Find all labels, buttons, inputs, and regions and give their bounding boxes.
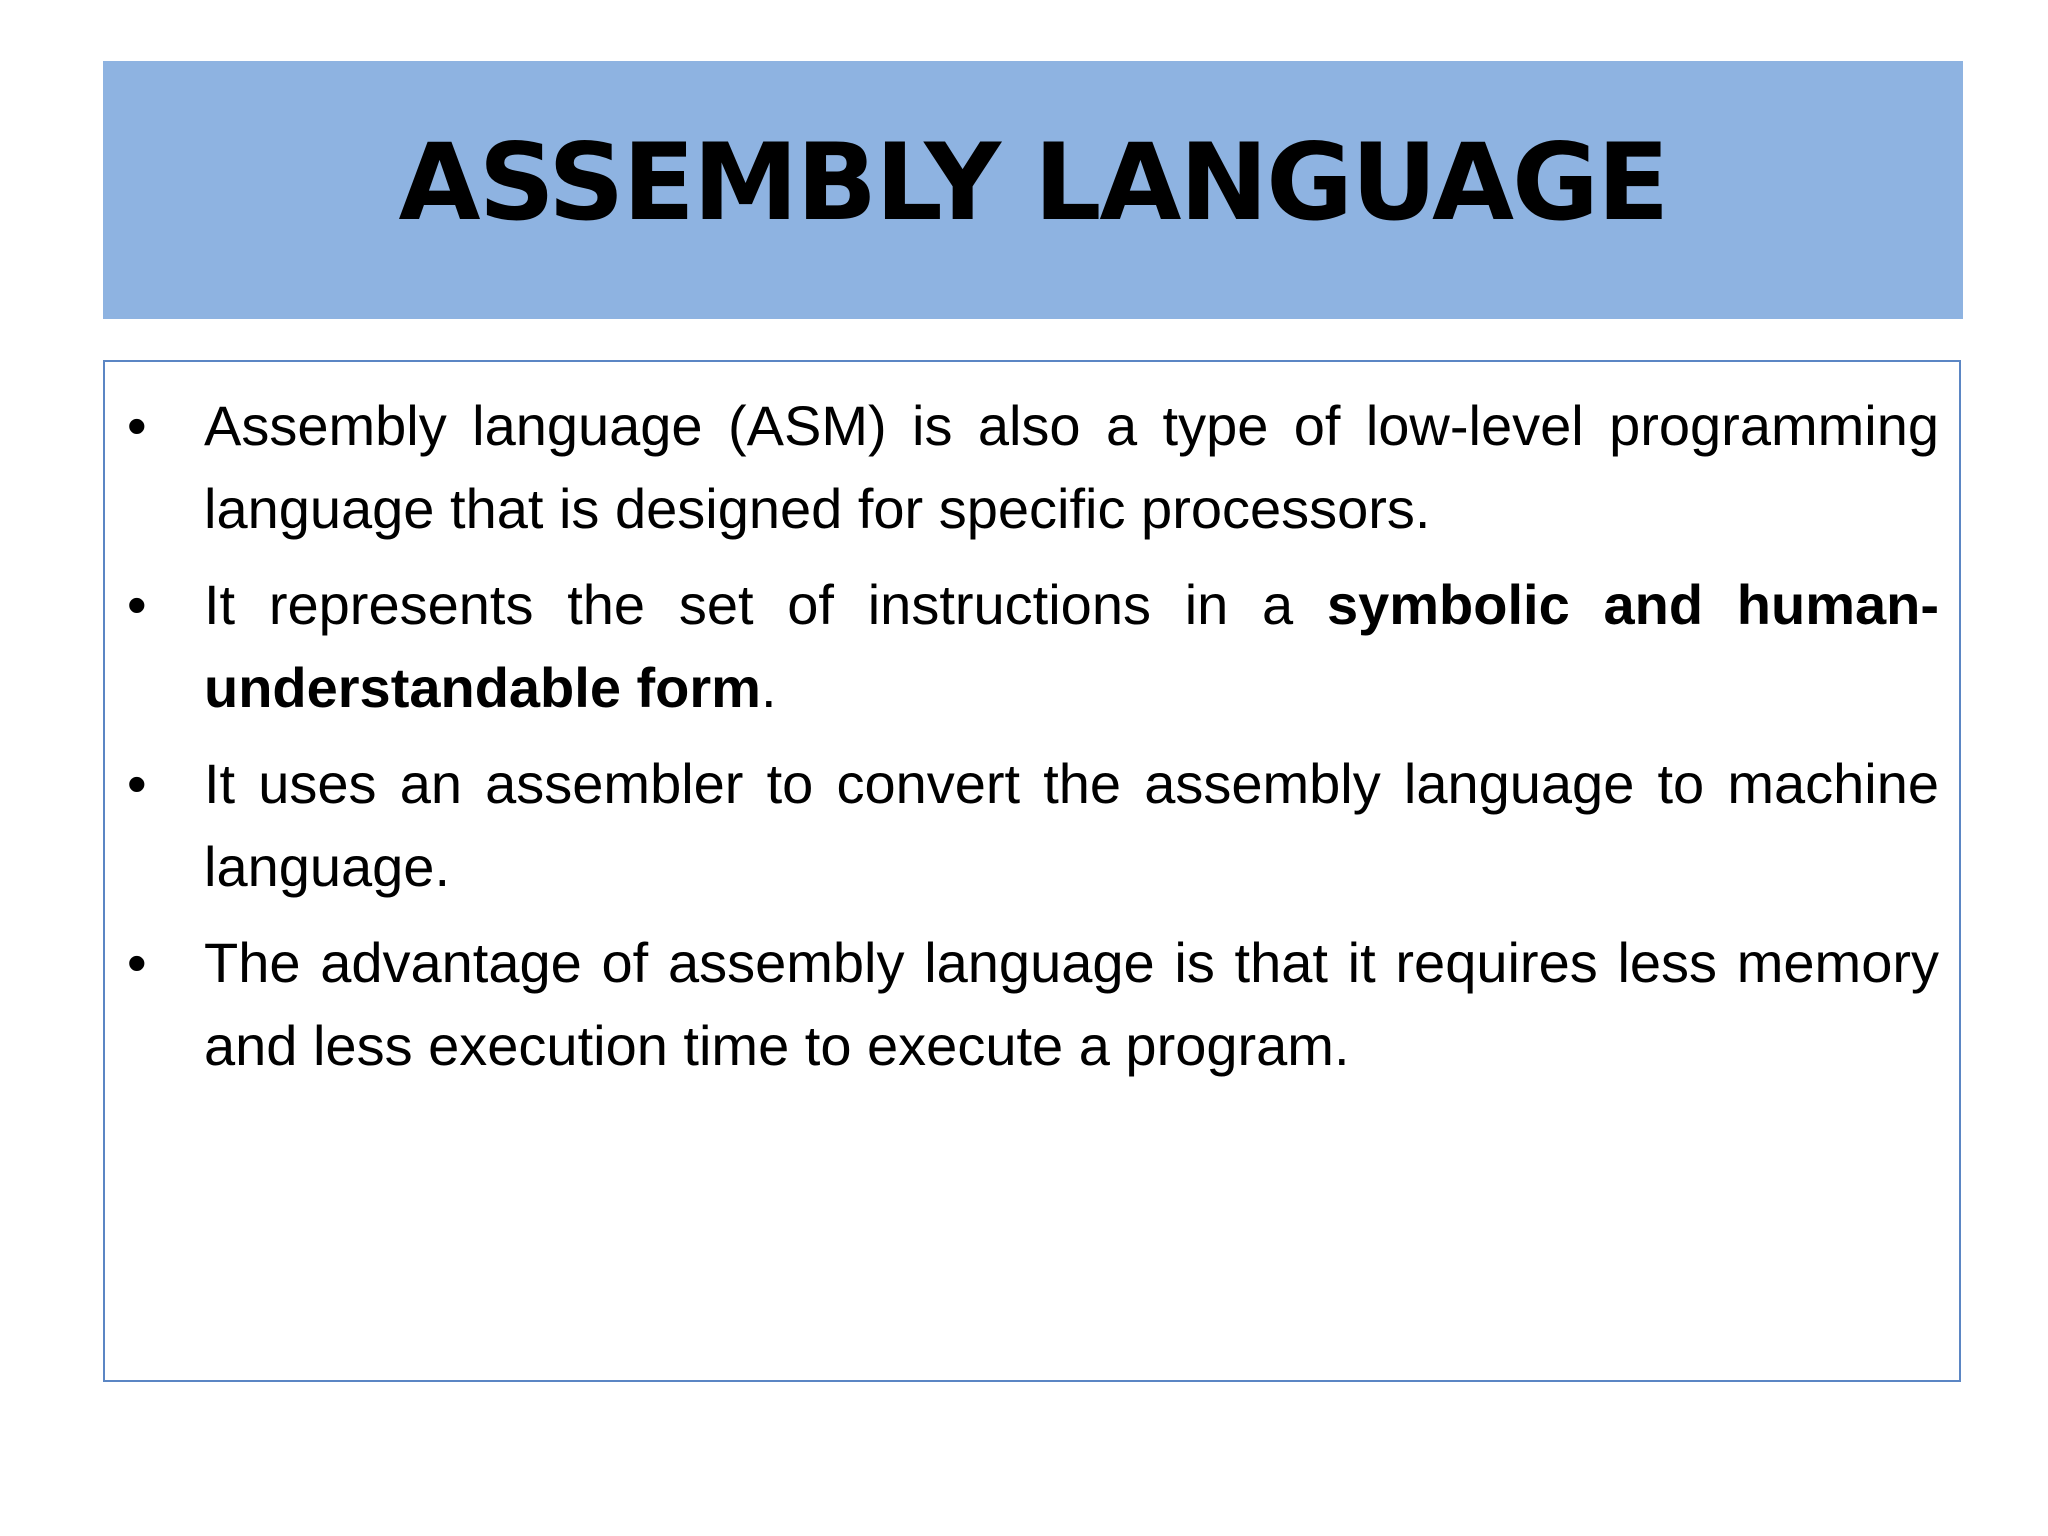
bullet-dot-icon: • <box>127 573 147 636</box>
slide-title: ASSEMBLY LANGUAGE <box>398 120 1668 244</box>
bullet-dot-icon: • <box>127 752 147 815</box>
bullet-text-2-bold: symbolic and human-understandable form <box>204 573 1940 719</box>
title-bar <box>103 61 1963 319</box>
bullet-item-3 <box>105 742 1959 908</box>
bullet-dot-icon: • <box>127 931 147 994</box>
bullet-text-3: It uses an assembler to convert the assembly language to machine language. <box>204 752 1939 898</box>
bullet-text-2-before: It represents the set of instructions in a <box>204 573 1327 636</box>
bullet-dot-icon: • <box>127 394 147 457</box>
bullet-text-1: Assembly language (ASM) is also a type of low-level programming language that is designed for specific processors. <box>204 394 1939 540</box>
bullet-text-2-after: . <box>760 656 777 719</box>
bullet-item-4 <box>105 921 1959 1087</box>
bullet-text-4: The advantage of assembly language is that it requires less memory and less execution time to execute a program. <box>204 931 1939 1077</box>
bullet-item-2 <box>105 563 1959 729</box>
content-box <box>103 360 1961 1382</box>
bullet-item-1 <box>105 384 1959 550</box>
bullet-list <box>105 384 1959 1100</box>
